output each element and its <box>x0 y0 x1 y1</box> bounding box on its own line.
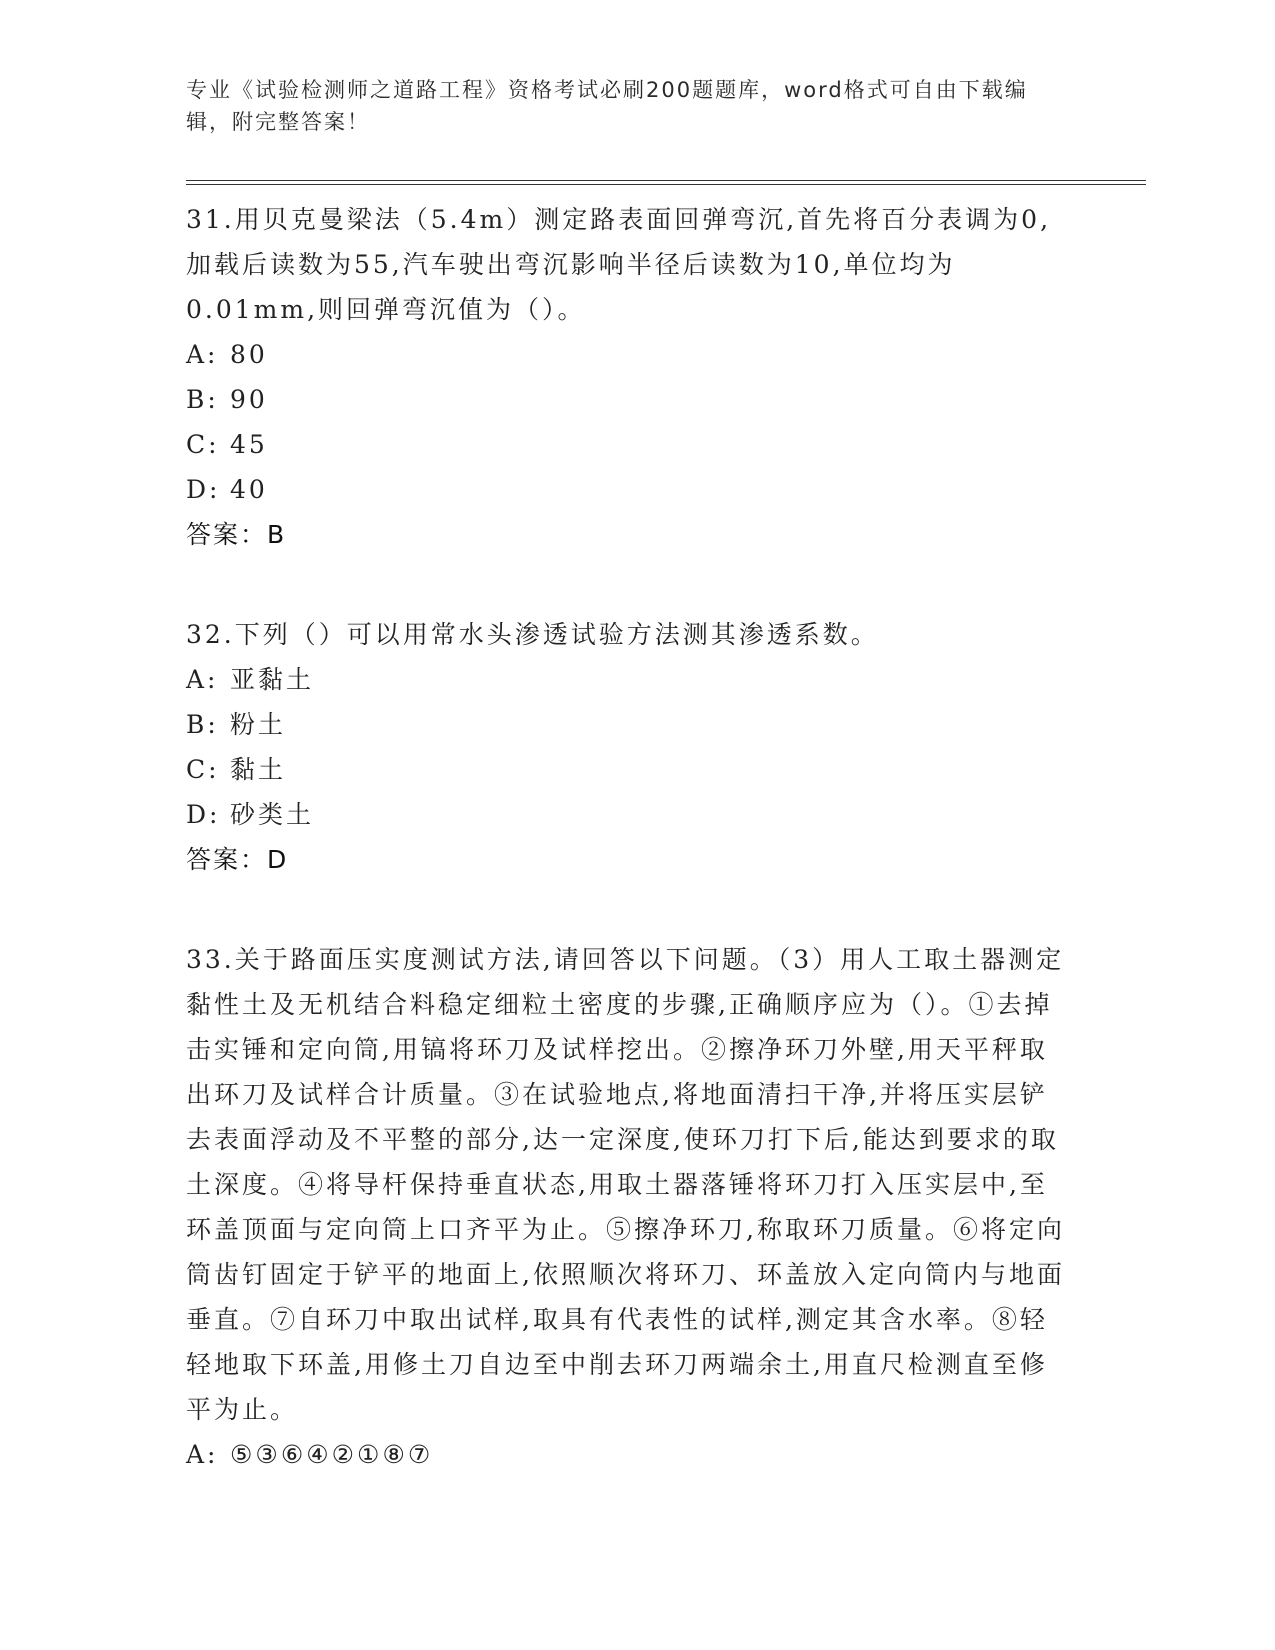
answer-line: 答案：B <box>186 520 287 549</box>
question-33 <box>186 937 1146 1477</box>
option-b: B: 90 <box>186 385 268 414</box>
question-text: 31.用贝克曼梁法（5.4m）测定路表面回弹弯沉,首先将百分表调为0,加载后读数为55,汽车驶出弯沉影响半径后读数为10,单位均为0.01mm,则回弹弯沉值为（）。 <box>186 205 1052 324</box>
question-32 <box>186 612 1146 882</box>
question-text: 33.关于路面压实度测试方法,请回答以下问题。（3）用人工取土器测定黏性土及无机结合料稳定细粒土密度的步骤,正确顺序应为（）。①去掉击实锤和定向筒,用镐将环刀及试样挖出。②擦净环刀外壁,用天平秤取出环刀及试样合计质量。③在试验地点,将地面清扫干净,并将压实层铲去表面浮动及不平整的部分,达一定深度,使环刀打下后,能达到要求的取土深度。④将导杆保持垂直状态,用取土器落锤将环刀打入压实层中,至环盖顶面与定向筒上口齐平为止。⑤擦净环刀,称取环刀质量。⑥将定向筒齿钉固定于铲平的地面上,依照顺次将环刀、环盖放入定向筒内与地面垂直。⑦自环刀中取出试样,取具有代表性的试样,测定其含水率。⑧轻轻地取下环盖,用修土刀自边至中削去环刀两端余土,用直尺检测直至修平为止。 <box>186 945 1065 1424</box>
option-a: A: ⑤③⑥④②①⑧⑦ <box>186 1440 434 1469</box>
document-page <box>186 74 1146 1477</box>
option-d: D: 40 <box>186 475 268 504</box>
option-b: B: 粉土 <box>186 710 287 739</box>
option-a: A: 80 <box>186 340 268 369</box>
option-c: C: 45 <box>186 430 268 459</box>
option-a: A: 亚黏土 <box>186 665 315 694</box>
header-divider <box>186 180 1146 185</box>
answer-line: 答案：D <box>186 845 289 874</box>
question-31 <box>186 197 1146 557</box>
option-d: D: 砂类土 <box>186 800 315 829</box>
option-c: C: 黏土 <box>186 755 287 784</box>
question-text: 32.下列（）可以用常水头渗透试验方法测其渗透系数。 <box>186 620 879 649</box>
document-header: 专业《试验检测师之道路工程》资格考试必刷200题题库，word格式可自由下载编辑，附完整答案！ <box>186 78 1028 134</box>
